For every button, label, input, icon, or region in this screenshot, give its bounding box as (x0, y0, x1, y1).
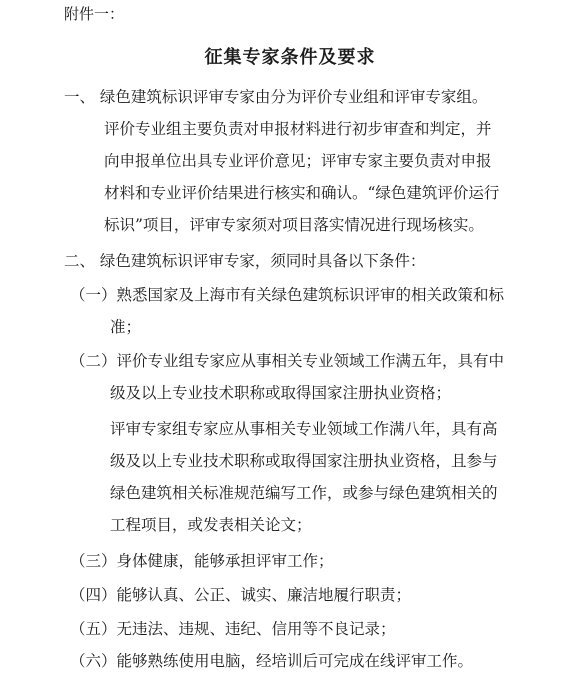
paragraph-line: 材料和专业评价结果进行核实和确认。“绿色建筑评价运行 (104, 184, 500, 202)
paragraph-line: 工程项目，或发表相关论文； (110, 516, 312, 534)
paragraph-line: 向申报单位出具专业评价意见；评审专家主要负责对申报 (104, 152, 492, 170)
paragraph-line: 级及以上专业技术职称或取得国家注册执业资格，且参与 (110, 452, 498, 470)
paragraph-line: 评价专业组主要负责对申报材料进行初步审查和判定，并 (104, 120, 492, 138)
paragraph-line: 绿色建筑相关标准规范编写工作，或参与绿色建筑相关的 (110, 484, 498, 502)
section-one-heading: 一、 绿色建筑标识评审专家由分为评价专业组和评审专家组。 (64, 88, 488, 106)
attachment-label: 附件一： (64, 5, 125, 23)
list-item-6: （六）能够熟练使用电脑，经培训后可完成在线评审工作。 (70, 652, 474, 670)
list-item-2: （二）评价专业组专家应从事相关专业领域工作满五年，具有中 (70, 352, 505, 370)
document-title: 征集专家条件及要求 (204, 47, 376, 68)
list-item-1: （一）熟悉国家及上海市有关绿色建筑标识评审的相关政策和标 (70, 286, 505, 304)
list-item-5: （五）无违法、违规、违纪、信用等不良记录； (70, 620, 396, 638)
list-item-2-continued: 级及以上专业技术职称或取得国家注册执业资格； (110, 384, 452, 402)
list-item-4: （四）能够认真、公正、诚实、廉洁地履行职责； (70, 586, 412, 604)
list-item-1-continued: 准； (110, 318, 142, 336)
paragraph-line: 标识”项目，评审专家须对项目落实情况进行现场核实。 (104, 216, 484, 234)
section-two-heading: 二、 绿色建筑标识评审专家，须同时具备以下条件： (64, 252, 426, 270)
paragraph-line: 评审专家组专家应从事相关专业领域工作满八年，具有高 (110, 420, 498, 438)
list-item-3: （三）身体健康，能够承担评审工作； (70, 552, 334, 570)
